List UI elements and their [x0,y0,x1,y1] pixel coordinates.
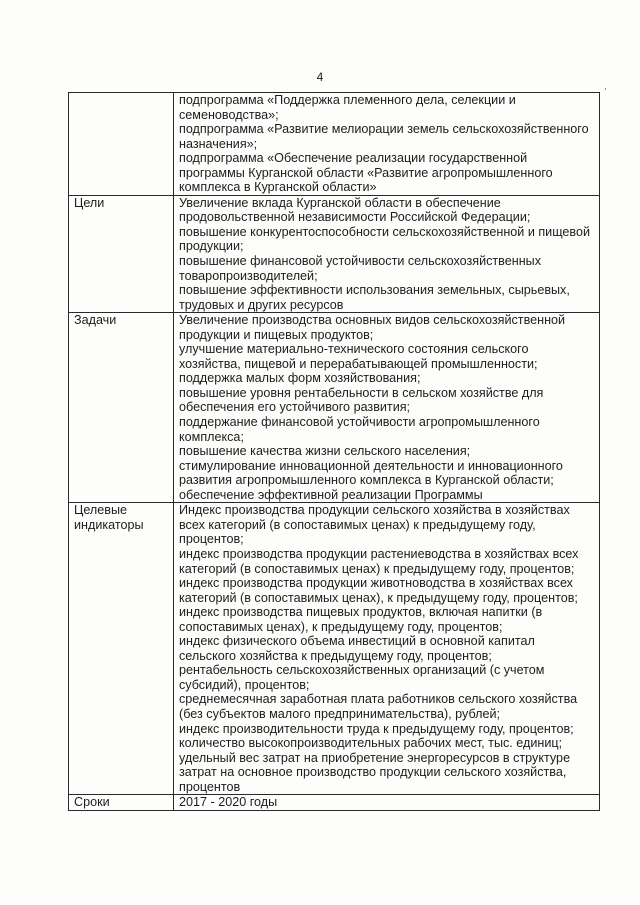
row-label [69,93,174,196]
text-line: хозяйства, пищевой и перерабатывающей промышленности; [179,356,538,371]
text-line: затрат на основное производство продукции сельского хозяйства, [179,765,567,780]
text-line: индекс физического объема инвестиций в основной капитал [179,634,535,649]
row-content [174,93,600,196]
text-line: повышение эффективности использования земельных, сырьевых, [179,283,570,298]
text-line: среднемесячная заработная плата работников сельского хозяйства [179,692,578,707]
text-line: Индекс производства продукции сельского хозяйства в хозяйствах [179,503,570,518]
text-line: комплекса; [179,429,244,444]
text-line: индекс производительности труда к предыдущему году, процентов; [179,721,574,736]
row-goals [69,195,600,312]
text-line: индекс производства продукции животноводства в хозяйствах всех [179,576,573,591]
text-line: продукции; [179,239,244,254]
row-terms [69,795,600,811]
text-line: подпрограмма «Развитие мелиорации земель сельскохозяйственного [179,122,589,137]
text-line: удельный вес затрат на приобретение энергоресурсов в структуре [179,750,571,765]
text-line: количество высокопроизводительных рабочих мест, тыс. единиц; [179,736,563,751]
row-tasks [69,313,600,503]
program-passport-table [68,92,600,811]
text-line: продовольственной независимости Российской Федерации; [179,210,531,225]
row-target-indicators [69,503,600,795]
row-content [174,195,600,312]
text-line: улучшение материально-технического состояния сельского [179,342,529,357]
text-line: категорий (в сопоставимых ценах) к предыдущему году, процентов; [179,561,575,576]
text-line: развития агропромышленного комплекса в Курганской области; [179,473,554,488]
row-label: Целевые индикаторы [69,503,174,795]
text-line: рентабельность сельскохозяйственных организаций (с учетом [179,663,545,678]
text-line: процентов; [179,532,244,547]
row-label: Задачи [69,313,174,503]
text-line: 2017 - 2020 годы [179,795,278,810]
row-content [174,503,600,795]
text-line: стимулирование инновационной деятельности и инновационного [179,458,563,473]
text-line: поддержка малых форм хозяйствования; [179,371,421,386]
text-line: Увеличение производства основных видов сельскохозяйственной [179,313,566,328]
text-line: процентов [179,779,241,794]
text-line: комплекса в Курганской области» [179,180,377,195]
text-line: подпрограмма «Поддержка племенного дела, селекции и [179,93,516,107]
text-line: повышение конкурентоспособности сельскохозяйственной и пищевой [179,224,591,239]
text-line: повышение качества жизни сельского населения; [179,444,471,459]
text-line: повышение финансовой устойчивости сельскохозяйственных [179,254,541,269]
text-line: повышение уровня рентабельности в сельском хозяйстве для [179,385,544,400]
row-content [174,313,600,503]
page-number: 4 [316,70,324,84]
text-line: индекс производства пищевых продуктов, включая напитки (в [179,605,543,620]
text-line: программы Курганской области «Развитие агропромышленного [179,165,553,180]
text-line: товаропроизводителей; [179,268,318,283]
text-line: подпрограмма «Обеспечение реализации государственной [179,151,528,166]
text-line: (без субъектов малого предпринимательства), рублей; [179,706,501,721]
row-content [174,795,600,811]
text-line: категорий (в сопоставимых ценах), к предыдущему году, процентов; [179,590,578,605]
corner-mark: ˙ [604,86,608,100]
row-subprograms [69,93,600,196]
text-line: сельского хозяйства к предыдущему году, процентов; [179,648,492,663]
text-line: всех категорий (в сопоставимых ценах) к предыдущему году, [179,517,536,532]
text-line: индекс производства продукции растениеводства в хозяйствах всех [179,546,579,561]
text-line: сопоставимых ценах), к предыдущему году, процентов; [179,619,503,634]
text-line: субсидий), процентов; [179,677,310,692]
text-line: назначения»; [179,136,258,151]
text-line: обеспечение эффективной реализации Программы [179,487,483,502]
text-line: обеспечения его устойчивого развития; [179,400,411,415]
text-line: трудовых и других ресурсов [179,297,344,312]
row-label: Цели [69,195,174,312]
text-line: поддержание финансовой устойчивости агропромышленного [179,415,540,430]
text-line: продукции и пищевых продуктов; [179,327,374,342]
text-line: Увеличение вклада Курганской области в обеспечение [179,195,501,210]
row-label: Сроки [69,795,174,811]
text-line: семеноводства»; [179,107,279,122]
